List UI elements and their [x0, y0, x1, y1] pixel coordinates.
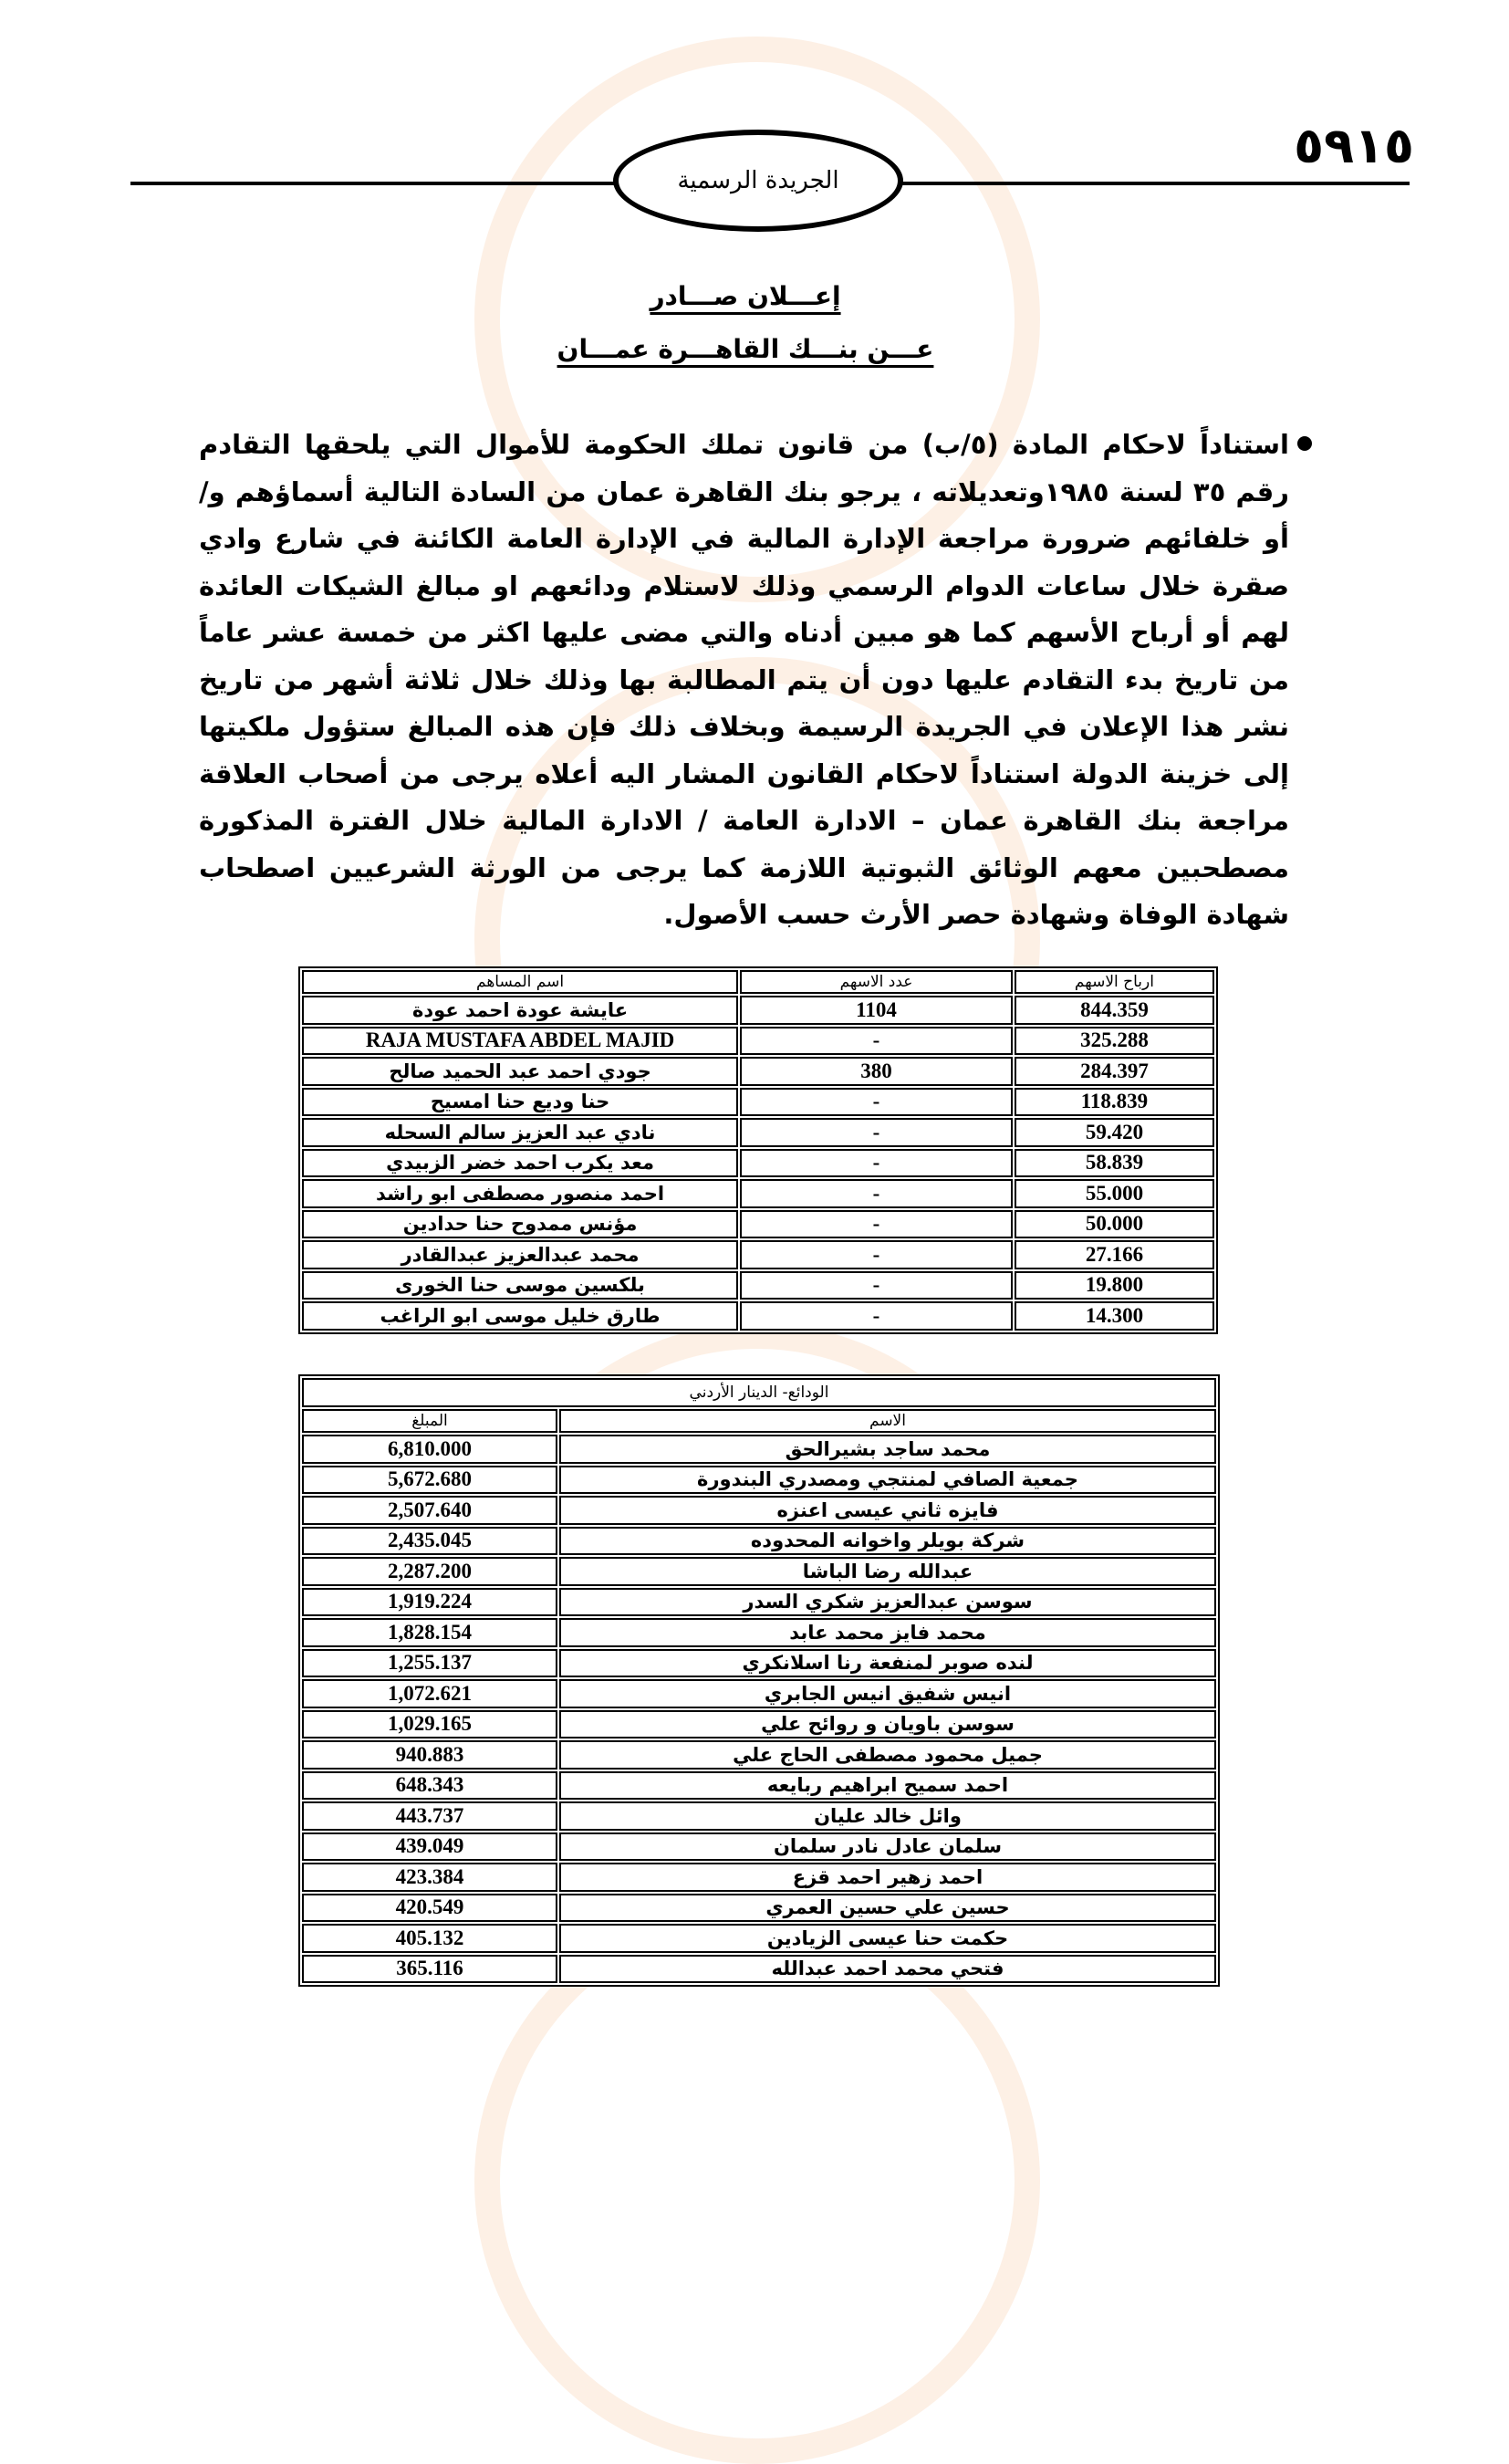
depositor-name-cell: شركة بويلر واخوانه المحدوده — [559, 1527, 1216, 1556]
amount-cell: 420.549 — [302, 1894, 557, 1923]
table-row — [302, 1435, 1216, 1464]
dividends-cell: 59.420 — [1015, 1118, 1214, 1147]
table-row — [302, 1649, 1216, 1678]
table-row — [302, 1801, 1216, 1831]
depositor-name-cell: لنده صوبر لمنفعة رنا اسلانكري — [559, 1649, 1216, 1678]
dividends-cell: 19.800 — [1015, 1271, 1214, 1300]
table-row — [302, 1527, 1216, 1556]
shares-cell: - — [740, 1271, 1013, 1300]
table-row — [302, 1271, 1214, 1300]
announcement-title — [0, 281, 1500, 311]
depositor-name-cell: انيس شفيق انيس الجابري — [559, 1679, 1216, 1708]
table-row — [302, 1955, 1216, 1984]
depositor-name-cell: احمد سميح ابراهيم ربايعه — [559, 1771, 1216, 1801]
shareholder-name-cell: معد يكرب احمد خضر الزبيدي — [302, 1149, 738, 1178]
table-row — [302, 1210, 1214, 1239]
amount-cell: 648.343 — [302, 1771, 557, 1801]
depositor-name-cell: جمعية الصافي لمنتجي ومصدري البندورة — [559, 1466, 1216, 1495]
table-header-row — [302, 1409, 1216, 1433]
amount-cell: 1,828.154 — [302, 1618, 557, 1647]
shares-cell: - — [740, 1210, 1013, 1239]
column-header-name: الاسم — [559, 1409, 1216, 1433]
shareholder-name-cell: حنا وديع حنا امسيح — [302, 1088, 738, 1117]
table-row — [302, 1240, 1214, 1269]
shareholder-name-cell: عايشة عودة احمد عودة — [302, 996, 738, 1025]
table-row — [302, 1924, 1216, 1953]
depositor-name-cell: سلمان عادل نادر سلمان — [559, 1832, 1216, 1862]
deposits-table-title: الودائع- الدينار الأردني — [302, 1378, 1216, 1407]
column-header-shareholder: اسم المساهم — [302, 970, 738, 994]
shares-cell: - — [740, 1027, 1013, 1056]
announcement-subtitle — [0, 334, 1500, 364]
shareholder-name-cell: مؤنس ممدوح حنا حدادين — [302, 1210, 738, 1239]
deposits-table — [298, 1374, 1220, 1987]
announcement-title-text: إعـــلان صـــادر — [650, 281, 841, 311]
table-row — [302, 1894, 1216, 1923]
table-row — [302, 1740, 1216, 1770]
table-row — [302, 1118, 1214, 1147]
depositor-name-cell: حكمت حنا عيسى الزيادين — [559, 1924, 1216, 1953]
bullet-icon — [1297, 436, 1312, 451]
amount-cell: 5,672.680 — [302, 1466, 557, 1495]
dividends-cell: 58.839 — [1015, 1149, 1214, 1178]
depositor-name-cell: فايزه ثاني عيسى اعنزه — [559, 1496, 1216, 1525]
table-row — [302, 1679, 1216, 1708]
table-header-row — [302, 970, 1214, 994]
announcement-body: استناداً لاحكام المادة (٥/ب) من قانون تملك الحكومة للأموال التي يلحقها التقادم رقم ٣٥ لسنة ١٩٨٥وتعديلاته ، يرجو بنك القاهرة عمان من السادة التالية أسماؤهم و/أو خلفائهم ضرورة مراجعة الإدارة المالية في الإدارة العامة الكائنة في شارع وادي صقرة خلال ساعات الدوام الرسمي وذلك لاستلام ودائعهم او مبالغ الشيكات العائدة لهم أو أرباح الأسهم كما هو مبين أدناه والتي مضى عليها اكثر من خمسة عشر عاماً من تاريخ بدء التقادم عليها دون أن يتم المطالبة بها وذلك خلال ثلاثة أشهر من تاريخ نشر هذا الإعلان في الجريدة الرسيمة وبخلاف ذلك فإن هذه المبالغ ستؤول ملكيتها إلى خزينة الدولة استناداً لاحكام القانون المشار اليه أعلاه يرجى من أصحاب العلاقة مراجعة بنك القاهرة عمان – الادارة العامة / الادارة المالية خلال الفترة المذكورة مصطحبين معهم الوثائق الثبوتية اللازمة كما يرجى من الورثة الشرعيين اصطحاب شهادة الوفاة وشهادة حصر الأرث حسب الأصول. — [199, 429, 1289, 930]
amount-cell: 1,072.621 — [302, 1679, 557, 1708]
amount-cell: 2,435.045 — [302, 1527, 557, 1556]
announcement-subtitle-text: عـــن بنـــك القاهـــرة عمـــان — [557, 334, 934, 364]
table-title-row — [302, 1378, 1216, 1407]
dividends-cell: 844.359 — [1015, 996, 1214, 1025]
shares-cell: - — [740, 1240, 1013, 1269]
depositor-name-cell: فتحي محمد احمد عبدالله — [559, 1955, 1216, 1984]
table-row — [302, 1832, 1216, 1862]
table-row — [302, 1618, 1216, 1647]
shareholder-name-cell: بلكسين موسى حنا الخورى — [302, 1271, 738, 1300]
dividends-cell: 27.166 — [1015, 1240, 1214, 1269]
amount-cell: 423.384 — [302, 1863, 557, 1892]
dividends-cell: 50.000 — [1015, 1210, 1214, 1239]
shares-cell: 1104 — [740, 996, 1013, 1025]
table-row — [302, 1149, 1214, 1178]
depositor-name-cell: وائل خالد عليان — [559, 1801, 1216, 1831]
shares-cell: - — [740, 1149, 1013, 1178]
shareholder-name-cell: جودي احمد عبد الحميد صالح — [302, 1057, 738, 1086]
shareholder-name-cell: RAJA MUSTAFA ABDEL MAJID — [302, 1027, 738, 1056]
table-row — [302, 996, 1214, 1025]
column-header-dividends: ارباح الاسهم — [1015, 970, 1214, 994]
page-number: ٥٩١٥ — [1294, 117, 1414, 174]
table-row — [302, 1863, 1216, 1892]
table-row — [302, 1179, 1214, 1208]
shares-cell: - — [740, 1301, 1013, 1331]
dividends-cell: 118.839 — [1015, 1088, 1214, 1117]
shares-cell: - — [740, 1088, 1013, 1117]
shareholder-name-cell: احمد منصور مصطفى ابو راشد — [302, 1179, 738, 1208]
shareholder-name-cell: طارق خليل موسى ابو الراغب — [302, 1301, 738, 1331]
shares-cell: - — [740, 1118, 1013, 1147]
amount-cell: 405.132 — [302, 1924, 557, 1953]
depositor-name-cell: عبدالله رضا الباشا — [559, 1557, 1216, 1586]
depositor-name-cell: حسين علي حسين العمري — [559, 1894, 1216, 1923]
dividends-table — [298, 966, 1218, 1334]
depositor-name-cell: جميل محمود مصطفى الحاج علي — [559, 1740, 1216, 1770]
gazette-name-oval — [613, 130, 903, 232]
depositor-name-cell: سوسن باويان و روائح علي — [559, 1710, 1216, 1739]
table-row — [302, 1027, 1214, 1056]
shareholder-name-cell: محمد عبدالعزيز عبدالقادر — [302, 1240, 738, 1269]
table-row — [302, 1301, 1214, 1331]
shareholder-name-cell: نادي عبد العزيز سالم السحله — [302, 1118, 738, 1147]
table-row — [302, 1496, 1216, 1525]
amount-cell: 1,919.224 — [302, 1588, 557, 1617]
amount-cell: 1,029.165 — [302, 1710, 557, 1739]
dividends-cell: 325.288 — [1015, 1027, 1214, 1056]
table-row — [302, 1771, 1216, 1801]
amount-cell: 1,255.137 — [302, 1649, 557, 1678]
depositor-name-cell: سوسن عبدالعزيز شكري السدر — [559, 1588, 1216, 1617]
dividends-cell: 14.300 — [1015, 1301, 1214, 1331]
depositor-name-cell: محمد فايز محمد عابد — [559, 1618, 1216, 1647]
table-row — [302, 1557, 1216, 1586]
shares-cell: 380 — [740, 1057, 1013, 1086]
table-row — [302, 1710, 1216, 1739]
column-header-shares: عدد الاسهم — [740, 970, 1013, 994]
amount-cell: 2,507.640 — [302, 1496, 557, 1525]
amount-cell: 6,810.000 — [302, 1435, 557, 1464]
amount-cell: 439.049 — [302, 1832, 557, 1862]
table-row — [302, 1588, 1216, 1617]
amount-cell: 365.116 — [302, 1955, 557, 1984]
amount-cell: 2,287.200 — [302, 1557, 557, 1586]
amount-cell: 940.883 — [302, 1740, 557, 1770]
gazette-name: الجريدة الرسمية — [677, 167, 839, 194]
shares-cell: - — [740, 1179, 1013, 1208]
depositor-name-cell: محمد ساجد بشيرالحق — [559, 1435, 1216, 1464]
depositor-name-cell: احمد زهير احمد قزع — [559, 1863, 1216, 1892]
column-header-amount: المبلغ — [302, 1409, 557, 1433]
amount-cell: 443.737 — [302, 1801, 557, 1831]
table-row — [302, 1057, 1214, 1086]
table-row — [302, 1088, 1214, 1117]
dividends-cell: 55.000 — [1015, 1179, 1214, 1208]
dividends-cell: 284.397 — [1015, 1057, 1214, 1086]
table-row — [302, 1466, 1216, 1495]
